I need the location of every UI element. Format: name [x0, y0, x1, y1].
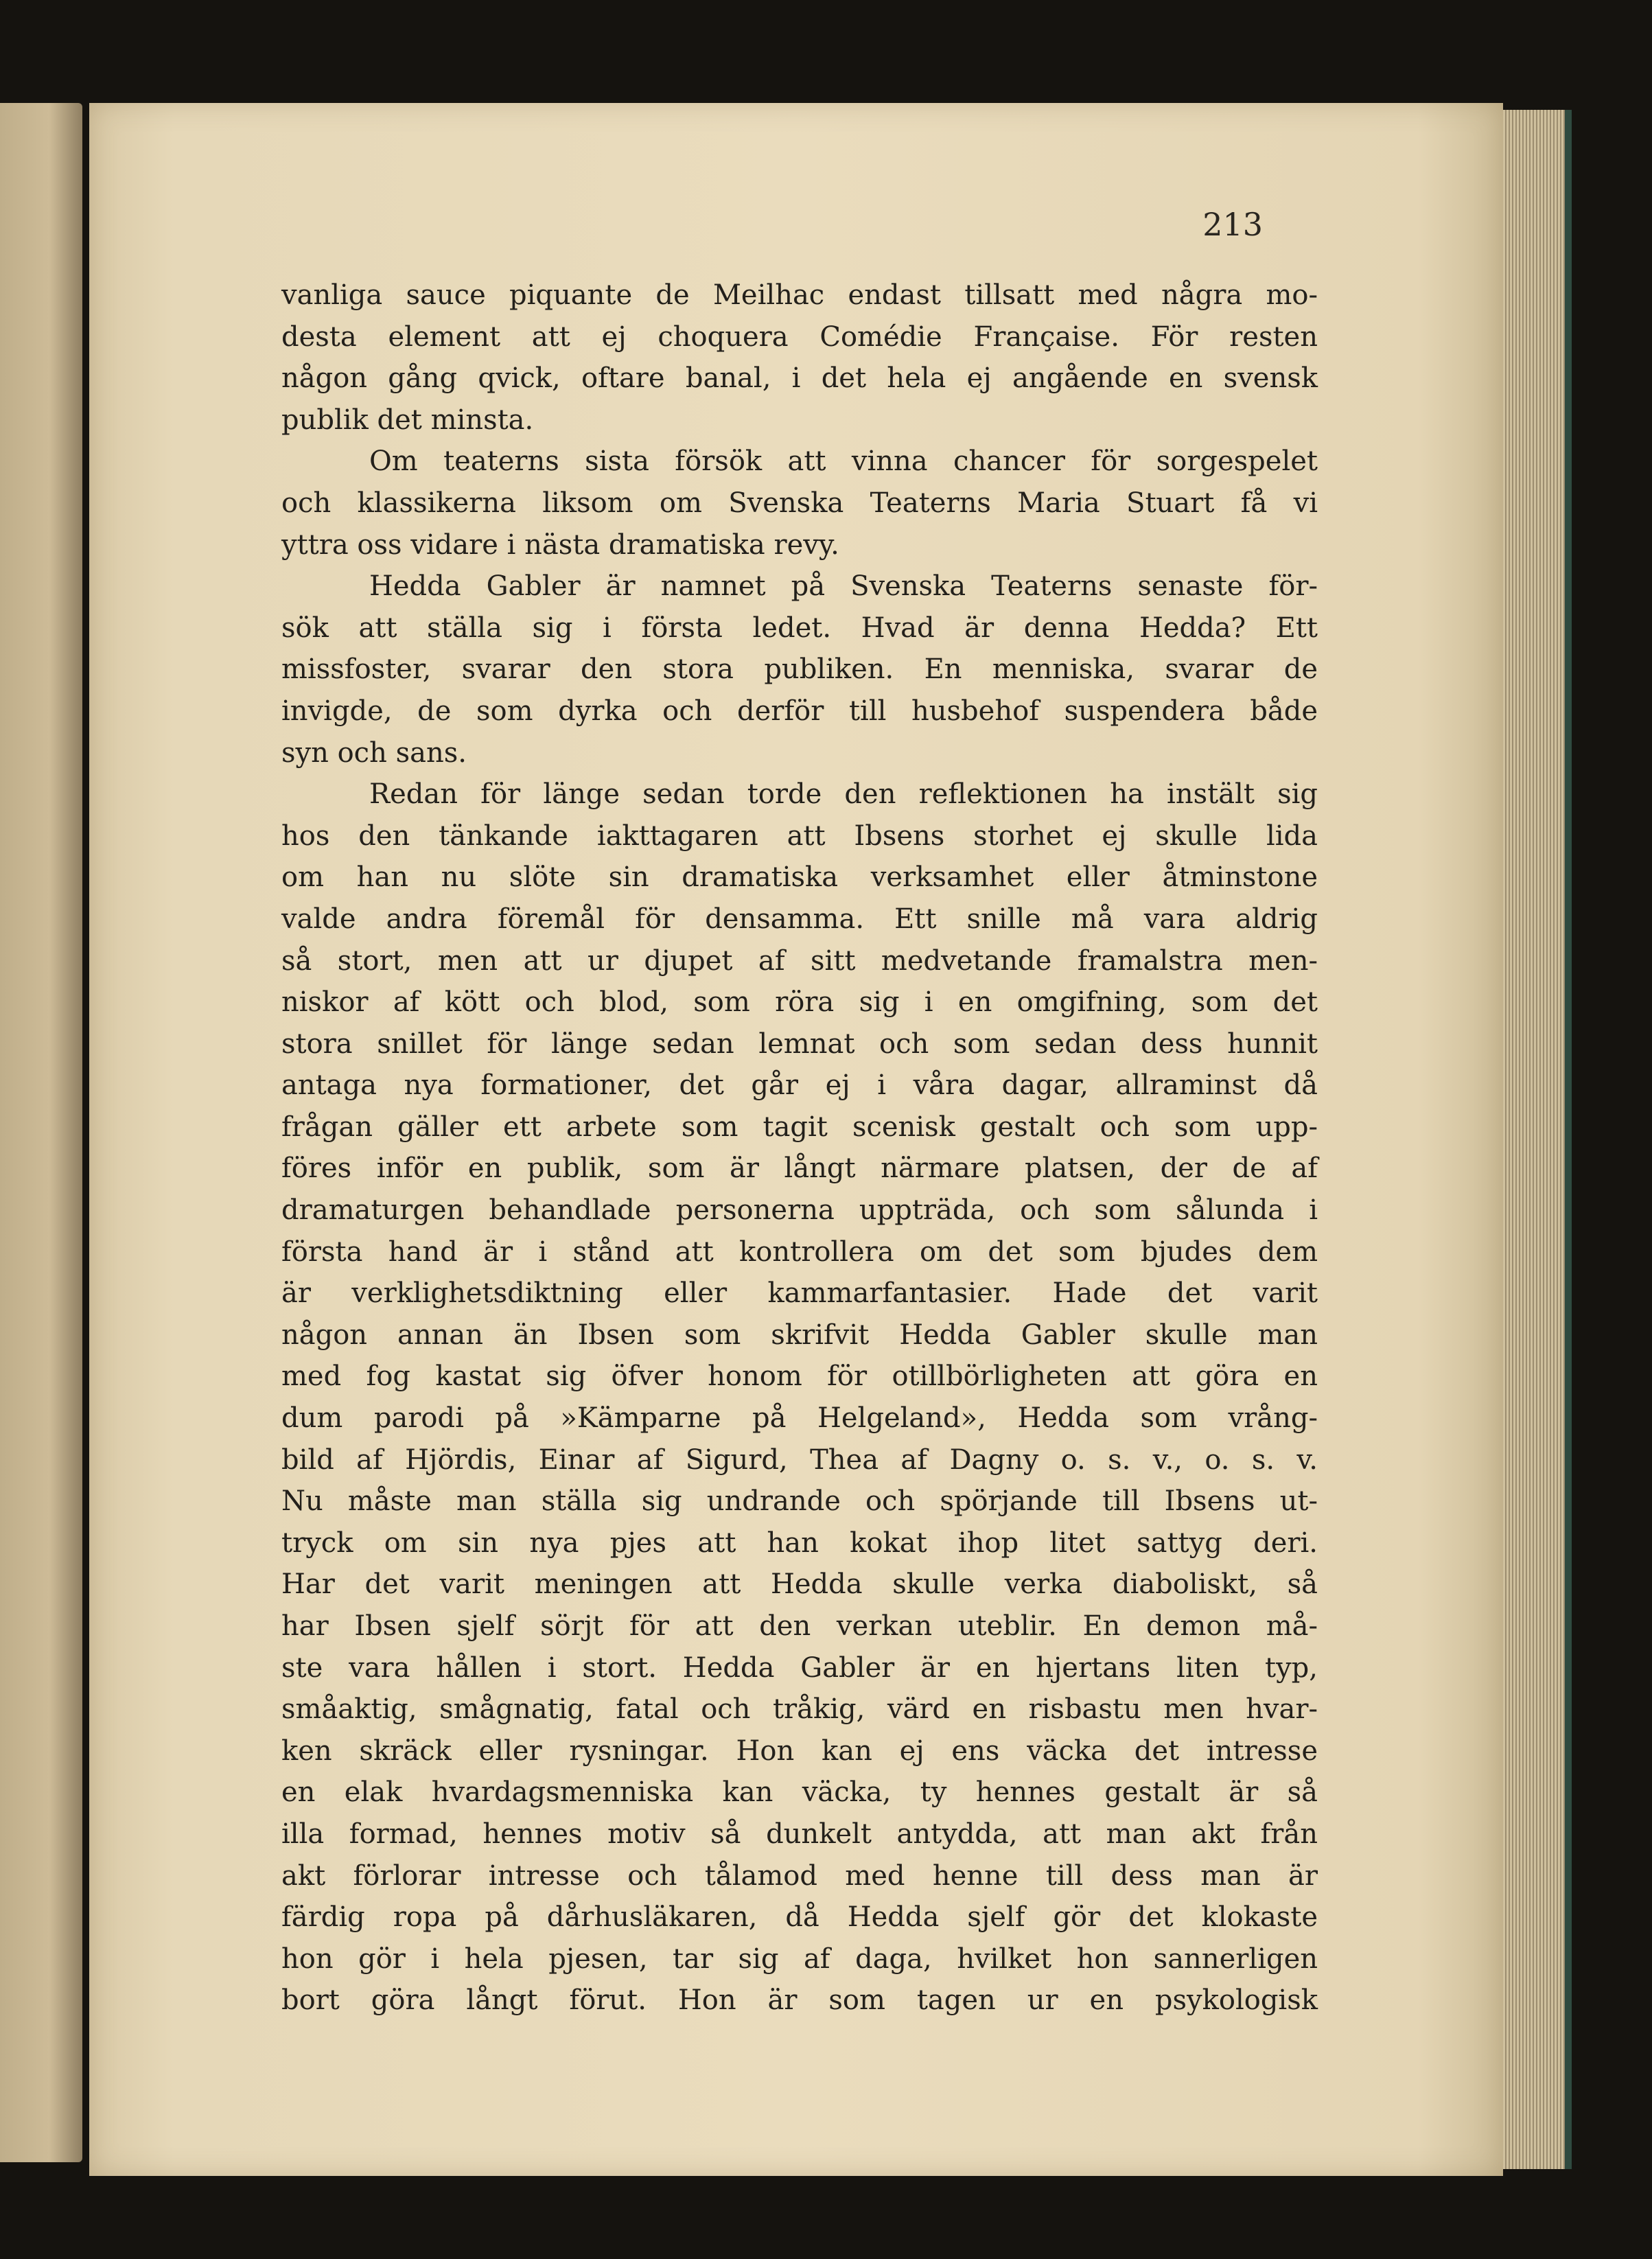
- text-line: Har det varit meningen att Hedda skulle verka diaboliskt, så: [281, 1568, 1318, 1601]
- text-line: Redan för länge sedan torde den reflektionen ha instält sig: [369, 778, 1318, 811]
- text-line: ste vara hållen i stort. Hedda Gabler är en hjertans liten typ,: [281, 1652, 1318, 1684]
- text-line: stora snillet för länge sedan lemnat och som sedan dess hunnit: [281, 1028, 1318, 1060]
- text-line: småaktig, smågnatig, fatal och tråkig, värd en risbastu men hvar-: [281, 1693, 1318, 1726]
- text-line: hos den tänkande iakttagaren att Ibsens storhet ej skulle lida: [281, 820, 1318, 852]
- text-line: valde andra föremål för densamma. Ett snille må vara aldrig: [281, 903, 1318, 935]
- text-line: sök att ställa sig i första ledet. Hvad är denna Hedda? Ett: [281, 612, 1318, 644]
- left-page-edge: [0, 103, 82, 2162]
- text-line: Om teaterns sista försök att vinna chancer för sorgespelet: [369, 445, 1318, 478]
- text-line: med fog kastat sig öfver honom för otillbörligheten att göra en: [281, 1360, 1318, 1393]
- text-line: missfoster, svarar den stora publiken. En menniska, svarar de: [281, 653, 1318, 686]
- text-line: tryck om sin nya pjes att han kokat ihop litet sattyg deri.: [281, 1527, 1318, 1559]
- text-line: bort göra långt förut. Hon är som tagen ur en psykologisk: [281, 1984, 1318, 2017]
- text-line: frågan gäller ett arbete som tagit scenisk gestalt och som upp-: [281, 1111, 1318, 1143]
- text-line: yttra oss vidare i nästa dramatiska revy.: [281, 529, 839, 561]
- body-text: [281, 275, 1318, 2021]
- text-line: har Ibsen sjelf sörjt för att den verkan uteblir. En demon må-: [281, 1610, 1318, 1642]
- text-line: Hedda Gabler är namnet på Svenska Teaterns senaste för-: [369, 570, 1318, 603]
- text-line: så stort, men att ur djupet af sitt medvetande framalstra men-: [281, 945, 1318, 977]
- text-line: illa formad, hennes motiv så dunkelt antydda, att man akt från: [281, 1818, 1318, 1850]
- text-line: publik det minsta.: [281, 404, 534, 436]
- page-number: 213: [1202, 206, 1263, 243]
- text-line: någon annan än Ibsen som skrifvit Hedda Gabler skulle man: [281, 1319, 1318, 1351]
- text-line: niskor af kött och blod, som röra sig i en omgifning, som det: [281, 986, 1318, 1019]
- text-line: invigde, de som dyrka och derför till husbehof suspendera både: [281, 695, 1318, 727]
- text-line: färdig ropa på dårhusläkaren, då Hedda sjelf gör det klokaste: [281, 1901, 1318, 1934]
- page-stack-edges: [1503, 110, 1572, 2169]
- text-line: en elak hvardagsmenniska kan väcka, ty hennes gestalt är så: [281, 1776, 1318, 1809]
- text-line: vanliga sauce piquante de Meilhac endast tillsatt med några mo-: [281, 279, 1318, 311]
- text-line: föres inför en publik, som är långt närmare platsen, der de af: [281, 1152, 1318, 1185]
- text-line: Nu måste man ställa sig undrande och spörjande till Ibsens ut-: [281, 1485, 1318, 1518]
- text-line: någon gång qvick, oftare banal, i det hela ej angående en svensk: [281, 362, 1318, 395]
- text-line: ken skräck eller rysningar. Hon kan ej ens väcka det intresse: [281, 1735, 1318, 1767]
- text-line: och klassikerna liksom om Svenska Teaterns Maria Stuart få vi: [281, 487, 1318, 519]
- text-line: är verklighetsdiktning eller kammarfantasier. Hade det varit: [281, 1277, 1318, 1310]
- text-line: första hand är i stånd att kontrollera om det som bjudes dem: [281, 1236, 1318, 1268]
- text-line: syn och sans.: [281, 737, 467, 769]
- text-line: om han nu slöte sin dramatiska verksamhet eller åtminstone: [281, 861, 1318, 894]
- text-line: desta element att ej choquera Comédie Française. För resten: [281, 321, 1318, 353]
- text-line: hon gör i hela pjesen, tar sig af daga, hvilket hon sannerligen: [281, 1943, 1318, 1975]
- text-line: bild af Hjördis, Einar af Sigurd, Thea af Dagny o. s. v., o. s. v.: [281, 1444, 1318, 1476]
- text-line: akt förlorar intresse och tålamod med henne till dess man är: [281, 1860, 1318, 1892]
- text-line: dramaturgen behandlade personerna uppträda, och som sålunda i: [281, 1194, 1318, 1227]
- text-line: antaga nya formationer, det går ej i våra dagar, allraminst då: [281, 1069, 1318, 1102]
- text-line: dum parodi på »Kämparne på Helgeland», Hedda som vrång-: [281, 1402, 1318, 1435]
